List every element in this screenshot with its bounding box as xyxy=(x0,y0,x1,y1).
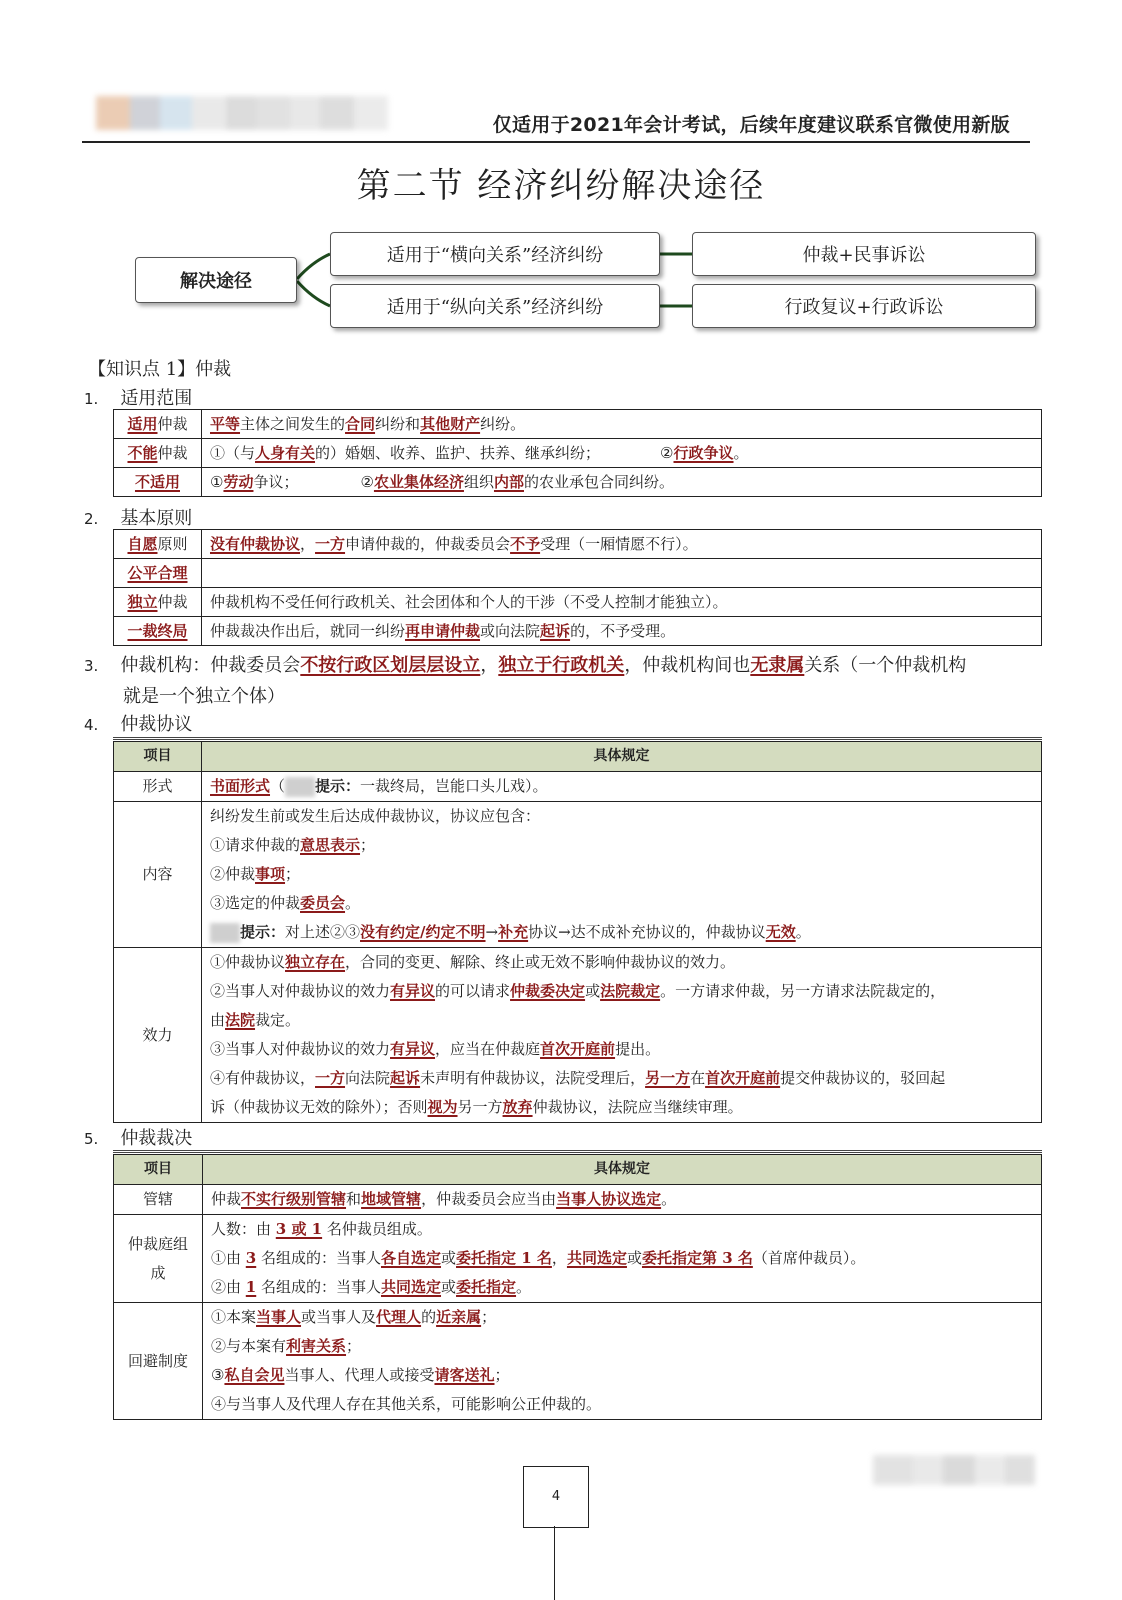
table-row: 回避制度 ①本案当事人或当事人及代理人的近亲属； ②与本案有利害关系； ③私自会见当事人、代理人或接受请客送礼； ④与当事人及代理人存在其他关系，可能影响公正仲裁的。 xyxy=(114,1303,1042,1420)
table-row: 公平合理 xyxy=(114,559,1042,588)
table-top-rule xyxy=(113,737,1042,740)
award-table xyxy=(113,1154,1042,1420)
table-row: 形式 书面形式（ 提示：一裁终局，岂能口头儿戏）。 xyxy=(114,772,1042,802)
page-title: 第二节 经济纠纷解决途径 xyxy=(356,166,766,206)
item-title: 适用范围 xyxy=(120,388,193,409)
table-header-row: 项目 具体规定 xyxy=(114,742,1042,772)
item-3-continuation: 就是一个独立个体） xyxy=(123,686,285,707)
item-2-heading: 2. 基本原则 xyxy=(84,508,193,529)
table-header-row: 项目 具体规定 xyxy=(114,1155,1042,1185)
table-row: 适用仲裁 平等主体之间发生的合同纠纷和其他财产纠纷。 xyxy=(114,410,1042,439)
blurred-footer-logo xyxy=(873,1455,1035,1487)
table-row: 一裁终局 仲裁裁决作出后，就同一纠纷再申请仲裁或向法院起诉的，不予受理。 xyxy=(114,617,1042,646)
item-3-institution: 3. 仲裁机构：仲裁委员会不按行政区划层层设立，独立于行政机关，仲裁机构间也无隶属关系（一个仲裁机构 xyxy=(84,655,967,676)
mindmap-branch-horizontal: 适用于“横向关系”经济纠纷 xyxy=(330,232,660,276)
principle-table xyxy=(113,529,1042,646)
page-number: 4 xyxy=(523,1466,589,1528)
table-row: 管辖 仲裁不实行级别管辖和地域管辖，仲裁委员会应当由当事人协议选定。 xyxy=(114,1185,1042,1215)
mindmap-root: 解决途径 xyxy=(135,257,297,303)
scope-table xyxy=(113,409,1042,497)
table-row: 不适用 ①劳动争议； ②农业集体经济组织内部的农业承包合同纠纷。 xyxy=(114,468,1042,497)
redacted-mark xyxy=(285,777,315,797)
item-number: 1. xyxy=(84,390,99,408)
table-row: 自愿原则 没有仲裁协议，一方申请仲裁的，仲裁委员会不予受理（一厢情愿不行）。 xyxy=(114,530,1042,559)
item-1-heading xyxy=(84,384,192,410)
table-row: 效力 ①仲裁协议独立存在，合同的变更、解除、终止或无效不影响仲裁协议的效力。 ②当事人对仲裁协议的效力有异议的可以请求仲裁委决定或法院裁定。一方请求仲裁，另一方请求法院裁定的， 由法院裁定。 ③当事人对仲裁协议的效力有异议，应当在仲裁庭首次开庭前提出。 ④有仲裁协议，一方向法院起诉未声明有仲裁协议，法院受理后，另一方在首次开庭前提交仲裁协议的，驳回起 诉（仲裁协议无效的除外）；否则视为另一方放弃仲裁协议，法院应当继续审理。 xyxy=(114,948,1042,1123)
table-top-rule xyxy=(113,1150,1042,1153)
agreement-table xyxy=(113,741,1042,1123)
section-heading: 【知识点 1】仲裁 xyxy=(88,359,232,380)
table-row: 内容 纠纷发生前或发生后达成仲裁协议，协议应包含： ①请求仲裁的意思表示； ②仲裁事项； ③选定的仲裁委员会。 提示：对上述②③没有约定/约定不明→补充协议→达不成补充协议的，仲裁协议无效。 xyxy=(114,802,1042,948)
mindmap-result-administrative: 行政复议+行政诉讼 xyxy=(692,284,1036,328)
item-5-heading: 5. 仲裁裁决 xyxy=(84,1128,193,1149)
mindmap-branch-vertical: 适用于“纵向关系”经济纠纷 xyxy=(330,284,660,328)
header-notice: 仅适用于2021年会计考试，后续年度建议联系官微使用新版 xyxy=(492,114,1010,136)
table-row: 独立仲裁 仲裁机构不受任何行政机关、社会团体和个人的干涉（不受人控制才能独立）。 xyxy=(114,588,1042,617)
mindmap-result-arbitration: 仲裁+民事诉讼 xyxy=(692,232,1036,276)
redacted-mark xyxy=(210,923,240,943)
item-4-heading: 4. 仲裁协议 xyxy=(84,714,193,735)
table-row: 仲裁庭组成 人数：由 3 或 1 名仲裁员组成。 ①由 3 名组成的：当事人各自选定或委托指定 1 名，共同选定或委托指定第 3 名（首席仲裁员）。 ②由 1 名组成的：当事人共同选定或委托指定。 xyxy=(114,1215,1042,1303)
page-number-line xyxy=(554,1526,555,1600)
table-row: 不能仲裁 ①（与人身有关的）婚姻、收养、监护、扶养、继承纠纷； ②行政争议。 xyxy=(114,439,1042,468)
